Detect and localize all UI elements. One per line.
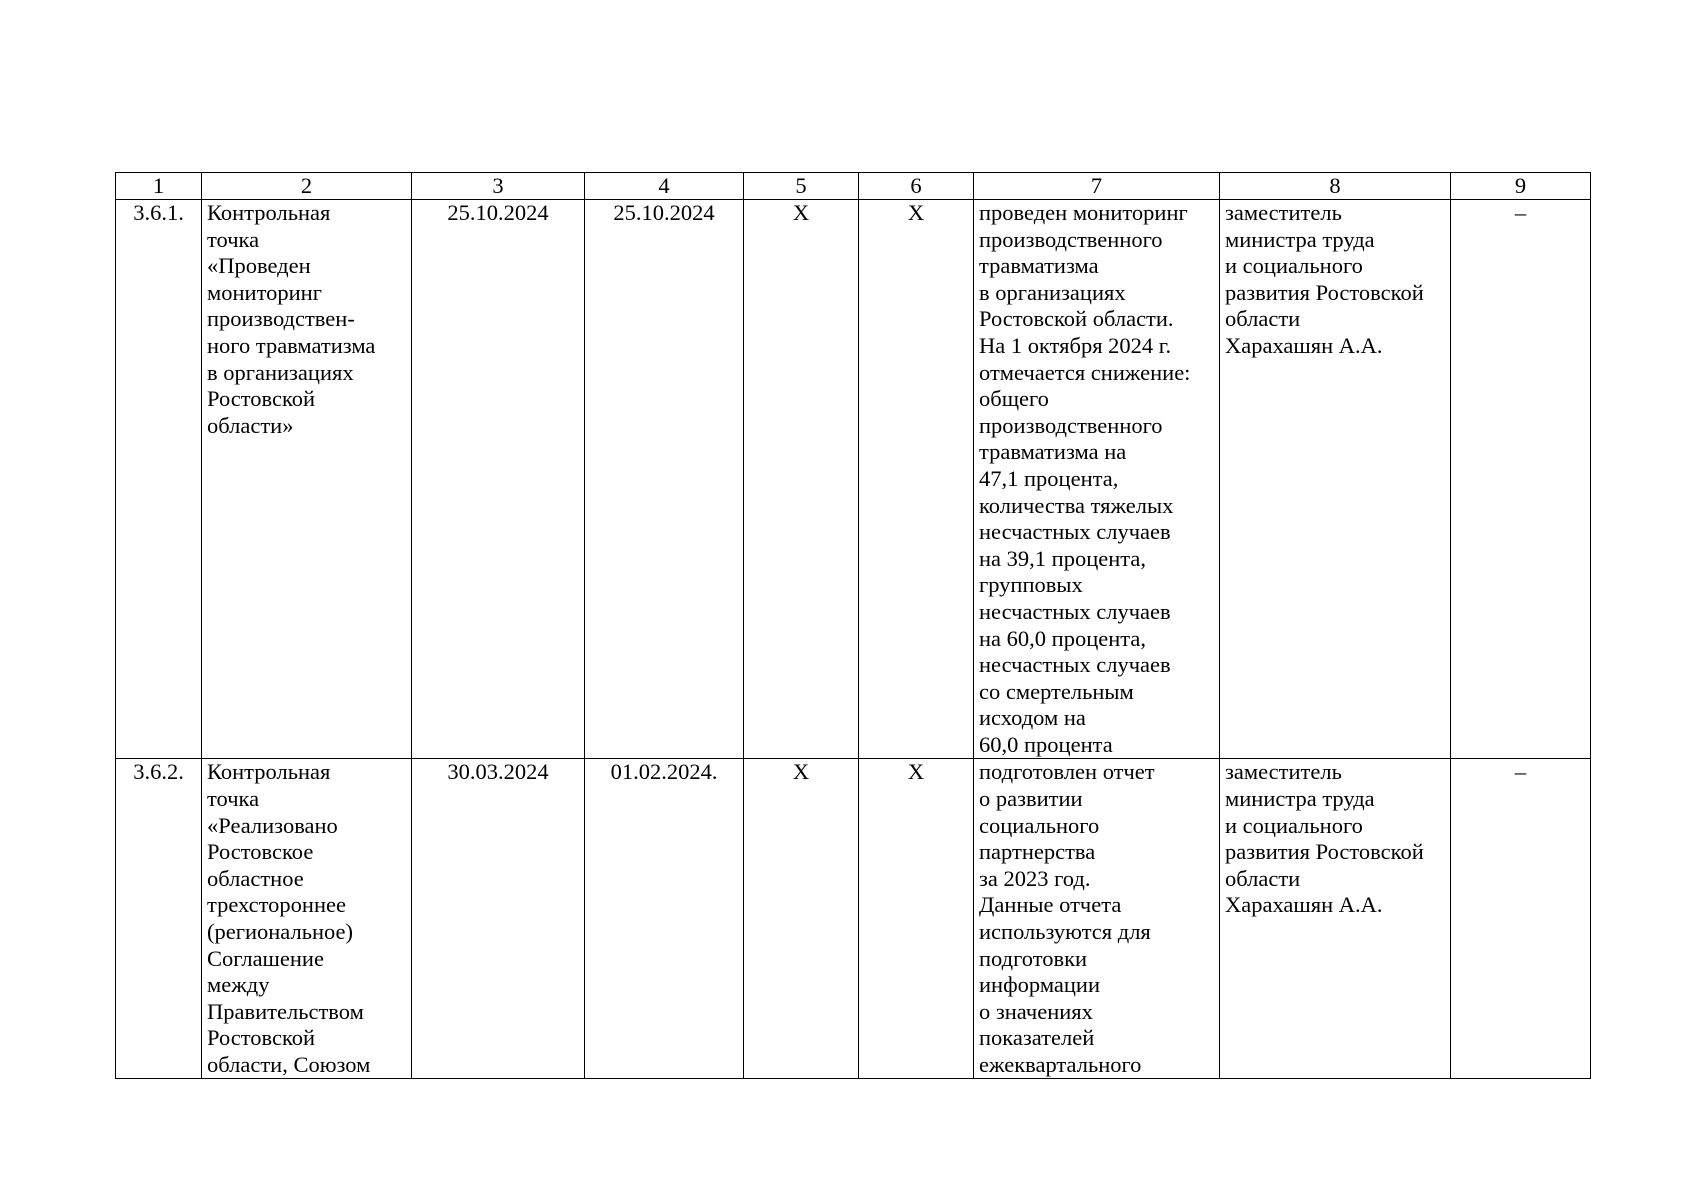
- column-header-5: 5: [744, 173, 859, 200]
- column-9-value: –: [1451, 759, 1591, 1079]
- column-header-3: 3: [412, 173, 585, 200]
- plan-date: 25.10.2024: [412, 200, 585, 759]
- table-row: [116, 200, 1591, 759]
- column-number-row: [116, 173, 1591, 200]
- column-header-4: 4: [585, 173, 744, 200]
- control-point-name-text: Контрольная точка «Реализовано Ростовское областное трехстороннее (региональное) Соглашение между Правительством Ростовской области, Союзом: [207, 759, 371, 1077]
- column-header-8: 8: [1220, 173, 1451, 200]
- result-description: проведен мониторинг производственного травматизма в организациях Ростовской области. На 1 октября 2024 г. отмечается снижение: общего производственного травматизма на 47,1 процента, количества тяжелых несчастных случаев на 39,1 процента, групповых несчастных случаев на 60,0 процента, несчастных случаев со смертельным исходом на 60,0 процента: [974, 200, 1220, 759]
- row-number: 3.6.2.: [116, 759, 202, 1079]
- responsible-person: заместитель министра труда и социального развития Ростовской области Харахашян А.А.: [1220, 200, 1451, 759]
- column-5-value: Х: [744, 759, 859, 1079]
- row-number: 3.6.1.: [116, 200, 202, 759]
- fact-date: 01.02.2024.: [585, 759, 744, 1079]
- column-header-9: 9: [1451, 173, 1591, 200]
- column-5-value: Х: [744, 200, 859, 759]
- column-header-1: 1: [116, 173, 202, 200]
- control-point-name: [202, 759, 412, 1079]
- fact-date: 25.10.2024: [585, 200, 744, 759]
- control-points-table: [115, 172, 1591, 1079]
- column-6-value: Х: [859, 759, 974, 1079]
- column-header-7: 7: [974, 173, 1220, 200]
- result-description: [974, 759, 1220, 1079]
- control-point-name: Контрольная точка «Проведен мониторинг производствен- ного травматизма в организациях Ростовской области»: [202, 200, 412, 759]
- column-header-2: 2: [202, 173, 412, 200]
- column-6-value: Х: [859, 200, 974, 759]
- responsible-person: заместитель министра труда и социального развития Ростовской области Харахашян А.А.: [1220, 759, 1451, 1079]
- plan-date: 30.03.2024: [412, 759, 585, 1079]
- result-description-text: подготовлен отчет о развитии социального партнерства за 2023 год. Данные отчета используются для подготовки информации о значениях показателей ежеквартального: [979, 759, 1155, 1077]
- document-page: [115, 172, 1590, 1079]
- table-row: [116, 759, 1591, 1079]
- column-header-6: 6: [859, 173, 974, 200]
- column-9-value: –: [1451, 200, 1591, 759]
